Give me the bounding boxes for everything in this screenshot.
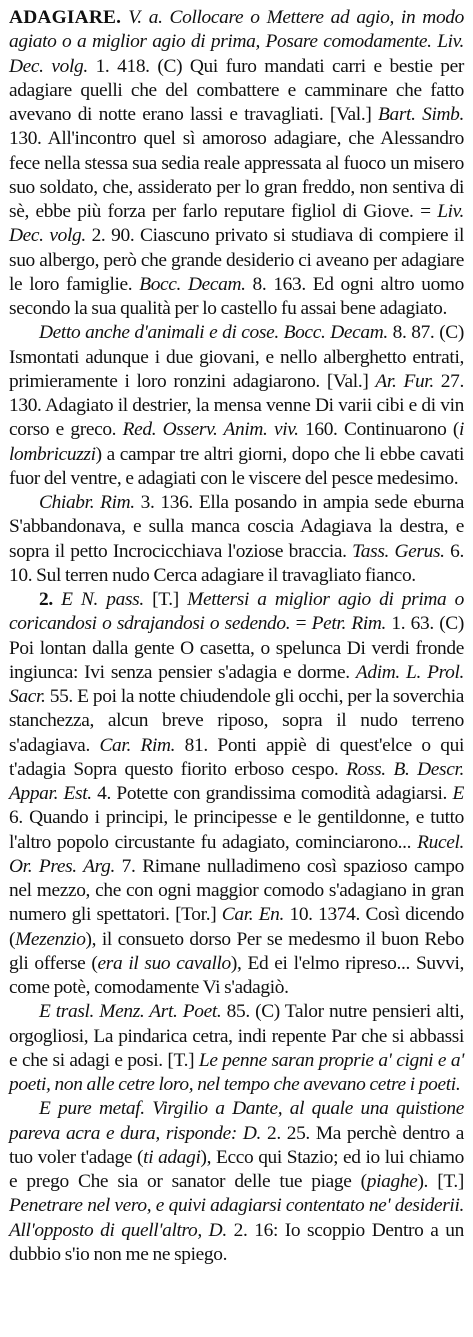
body-text: ), Ecco qui Stazio; ed io lui chiamo e prego Che sia or sanator delle tue piage ( xyxy=(9,1146,465,1192)
body-text: 6. Quando i principi, le principesse e le gentildonne, e tutto l'altro popolo circustante fu adagiato, cominciarono... xyxy=(9,807,464,853)
entry-paragraph xyxy=(9,1000,464,1097)
body-text xyxy=(53,589,61,610)
italic-text: i lombricuzzi xyxy=(9,419,465,465)
italic-text: V. a. Collocare o Mettere ad agio, in modo agiato o a miglior agio di prima, Posare comodamente. Liv. Dec. volg. xyxy=(9,7,464,77)
body-text: 7. Rimane nulladimeno così spazioso campo nel mezzo, che con ogni maggior comodo s'adagiano in gran numero gli spettatori. [Tor.] xyxy=(9,855,464,926)
italic-text: E N. pass. xyxy=(61,589,144,610)
body-text: 2. 16: Io scoppio Dentro a un dubbio s'io non me ne spiego. xyxy=(9,1219,464,1265)
italic-text: Bocc. Decam. xyxy=(139,273,246,295)
body-text: ) a campar tre altri giorni, dopo che li ebbe cavati fuor del ventre, e adagiati con le viscere del pesce medesimo. xyxy=(9,443,464,489)
italic-text: E xyxy=(452,783,464,804)
italic-text: Car. En. xyxy=(221,904,285,926)
entry-paragraph xyxy=(9,491,464,588)
body-text: 8. 87. (C) Ismontati adunque i due giovani, e nello alberghetto entrati, primieramente i loro ronzini adagiarono. [Val.] xyxy=(9,322,464,392)
italic-text: ti adagi xyxy=(143,1146,201,1168)
italic-text: Ar. Fur. xyxy=(375,370,434,392)
italic-text: Chiabr. Rim. xyxy=(39,492,135,513)
body-text: 85. (C) Talor nutre pensieri alti, orgogliosi, La pindarica cetra, indi repente Par che si abbassi e che si adagi e posi. [T.] xyxy=(9,1001,464,1071)
body-text: 81. Ponti appiè di quest'elce o qui t'adagia Sopra questo fiorito erboso cespo. xyxy=(9,734,465,780)
italic-text: Penetrare nel vero, e quivi adagiarsi contentato ne' desiderii. All'opposto di quell'altro, D. xyxy=(9,1195,464,1241)
body-text: [T.] xyxy=(143,589,188,610)
entry-paragraph xyxy=(9,6,464,321)
body-text: 3. 136. Ella posando in ampia sede eburna S'abbandonava, e sulla manca coscia Adagiava la destra, e sopra il petto Incrocicchiava l'oziose braccia. xyxy=(9,492,464,562)
italic-text: Tass. Gerus. xyxy=(352,540,445,562)
italic-text: E pure metaf. Virgilio a Dante, al quale una quistione pareva acra e dura, risponde: D. xyxy=(9,1098,464,1144)
italic-text: Rucel. Or. Pres. Arg. xyxy=(9,831,464,877)
italic-text: Adim. L. Prol. Sacr. xyxy=(9,661,464,707)
body-text: 1. 63. (C) Poi lontan dalla gente O casetta, o spelunca Di verdi fronde ingiunca: Ivi senza pensier s'adagia e dorme. xyxy=(9,613,464,683)
entry-paragraph xyxy=(9,1097,464,1267)
body-text: 2. 25. Ma perchè dentro a tuo voler t'adage ( xyxy=(9,1122,464,1168)
italic-text: Detto anche d'animali e di cose. Bocc. Decam. xyxy=(39,322,388,344)
body-text: 10. 1374. Così dicendo ( xyxy=(9,904,465,950)
italic-text: Mettersi a miglior agio di prima o coricandosi o sdrajandosi o sedendo. xyxy=(9,589,465,635)
body-text: 8. 163. Ed ogni altro uomo secondo la sua qualità per lo castello fu assai bene adagiato. xyxy=(9,273,464,319)
body-text: 160. Continuarono ( xyxy=(298,419,459,441)
italic-text: Car. Rim. xyxy=(99,734,176,756)
body-text: 6. 10. Sul terren nudo Cerca adagiare il travagliato fianco. xyxy=(9,540,465,586)
italic-text: Le penne saran proprie a' cigni e a' poeti, non alle cetre loro, nel tempo che avevano cetre i poeti. xyxy=(9,1049,464,1095)
italic-text: E trasl. Menz. Art. Poet. xyxy=(39,1001,222,1023)
italic-text: Bart. Simb. xyxy=(378,104,464,125)
italic-text: Ross. B. Descr. Appar. Est. xyxy=(9,758,464,804)
body-text: 4. Potette con grandissima comodità adagiarsi. xyxy=(91,783,453,804)
entry-paragraph xyxy=(9,588,464,1000)
entry-paragraph xyxy=(9,321,464,491)
entry-lemma: ADAGIARE. xyxy=(9,7,122,28)
body-text: 130. All'incontro quel sì amoroso adagiare, che Alessandro fece nella stessa sua sedia reale appressata al fuoco un misero suo soldato, che, assiderato per lo gran freddo, non sentiva di sè, ebbe più forza per farlo reputare figliol di Giove. = xyxy=(9,128,464,222)
body-text: ). [T.] xyxy=(417,1171,464,1192)
italic-text: Petr. Rim. xyxy=(311,613,387,635)
body-text: 27. 130. Adagiato il destrier, la mensa venne Di varii cibi e di vin corso e greco. xyxy=(9,370,465,441)
italic-text: Mezenzio xyxy=(15,928,86,950)
body-text: 2. 90. Ciascuno privato si studiava di compiere il suo albergo, però che grande desiderio ci aveano per adagiare le loro famiglie. xyxy=(9,225,464,295)
body-text: 1. 418. (C) Qui furo mandati carri e bestie per adagiare quelli che del combattere e camminare che fatto avevano di notte erano lassi e travagliati. [Val.] xyxy=(9,55,464,125)
italic-text: era il suo cavallo xyxy=(97,952,231,974)
italic-text: Red. Osserv. Anim. viv. xyxy=(122,419,299,441)
italic-text: Liv. Dec. volg. xyxy=(9,201,464,247)
body-text: = xyxy=(290,613,312,635)
body-text: ), il consueto dorso Per se medesmo il buon Rebo gli offerse ( xyxy=(9,928,464,974)
italic-text: piaghe xyxy=(366,1171,418,1192)
sense-number: 2. xyxy=(39,589,53,610)
body-text: 55. E poi la notte chiudendole gli occhi, per la soverchia stanchezza, alcun breve riposo, sopra il nudo terreno s'adagiava. xyxy=(9,686,464,756)
body-text: ), Ed ei l'elmo ripreso... Suvvi, come potè, comodamente Vi s'adagiò. xyxy=(9,952,464,998)
